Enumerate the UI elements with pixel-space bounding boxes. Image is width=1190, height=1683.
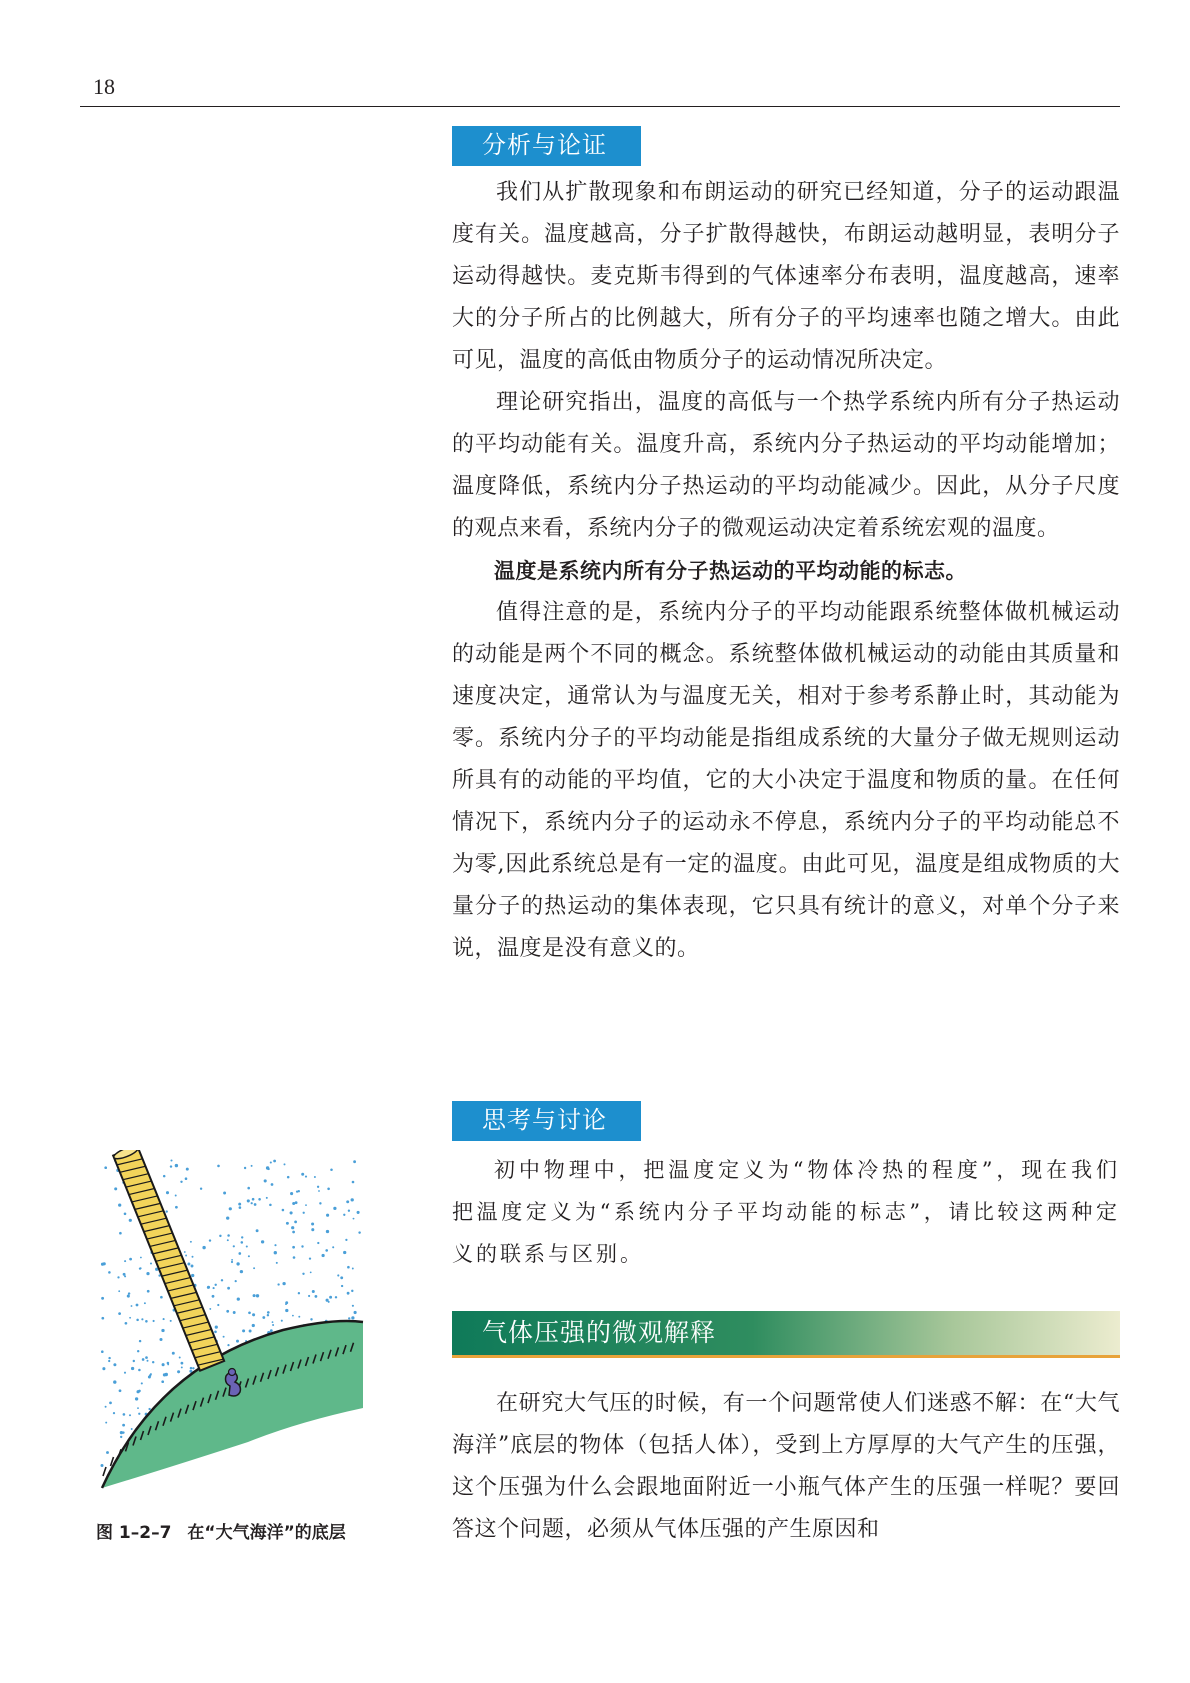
discussion-paragraph: 初中物理中，把温度定义为“物体冷热的程度”，现在我们把温度定义为“系统内分子平均动能的标志”，请比较这两种定义的联系与区别。 — [452, 1158, 1120, 1266]
analysis-paragraph-1: 我们从扩散现象和布朗运动的研究已经知道，分子的运动跟温度有关。温度越高，分子扩散得越快，布朗运动越明显，表明分子运动得越快。麦克斯韦得到的气体速率分布表明，温度越高，速率大的分子所占的比例越大，所有分子的平均速率也随之增大。由此可见，温度的高低由物质分子的运动情况所决定。 — [452, 180, 1120, 373]
discussion-body — [452, 1149, 1120, 1275]
figure-number: 图 1–2–7 — [96, 1523, 172, 1543]
section-heading-analysis: 分析与论证 — [452, 126, 641, 166]
pressure-body — [452, 1383, 1120, 1551]
analysis-body — [452, 172, 1120, 970]
page-number: 18 — [93, 74, 115, 99]
figure-caption — [96, 1518, 346, 1543]
section-analysis — [452, 126, 1120, 166]
temperature-definition: 温度是系统内所有分子热运动的平均动能的标志。 — [494, 559, 967, 583]
figure-caption-text: 在“大气海洋”的底层 — [187, 1523, 346, 1543]
analysis-paragraph-2: 理论研究指出，温度的高低与一个热学系统内所有分子热运动的平均动能有关。温度升高，系统内分子热运动的平均动能增加；温度降低，系统内分子热运动的平均动能减少。因此，从分子尺度的观点来看，系统内分子的微观运动决定着系统宏观的温度。 — [452, 390, 1120, 541]
height-tube — [112, 1150, 224, 1371]
section-pressure — [452, 1311, 1120, 1358]
section-discussion — [452, 1101, 1120, 1141]
earth-surface — [102, 1321, 363, 1488]
header-rule — [80, 106, 1120, 107]
pressure-paragraph: 在研究大气压的时候，有一个问题常使人们迷惑不解：在“大气海洋”底层的物体（包括人体），受到上方厚厚的大气产生的压强，这个压强为什么会跟地面附近一小瓶气体产生的压强一样呢？要回答这个问题，必须从气体压强的产生原因和 — [452, 1391, 1120, 1542]
section-heading-discussion: 思考与讨论 — [452, 1101, 641, 1141]
atmosphere-ocean-figure — [98, 1150, 368, 1495]
section-heading-pressure: 气体压强的微观解释 — [452, 1311, 1120, 1358]
analysis-paragraph-note: 值得注意的是，系统内分子的平均动能跟系统整体做机械运动的动能是两个不同的概念。系统整体做机械运动的动能由其质量和速度决定，通常认为与温度无关，相对于参考系静止时，其动能为零。系统内分子的平均动能是指组成系统的大量分子做无规则运动所具有的动能的平均值，它的大小决定于温度和物质的量。在任何情况下，系统内分子的运动永不停息，系统内分子的平均动能总不为零,因此系统总是有一定的温度。由此可见，温度是组成物质的大量分子的热运动的集体表现，它只具有统计的意义，对单个分子来说，温度是没有意义的。 — [452, 600, 1120, 961]
